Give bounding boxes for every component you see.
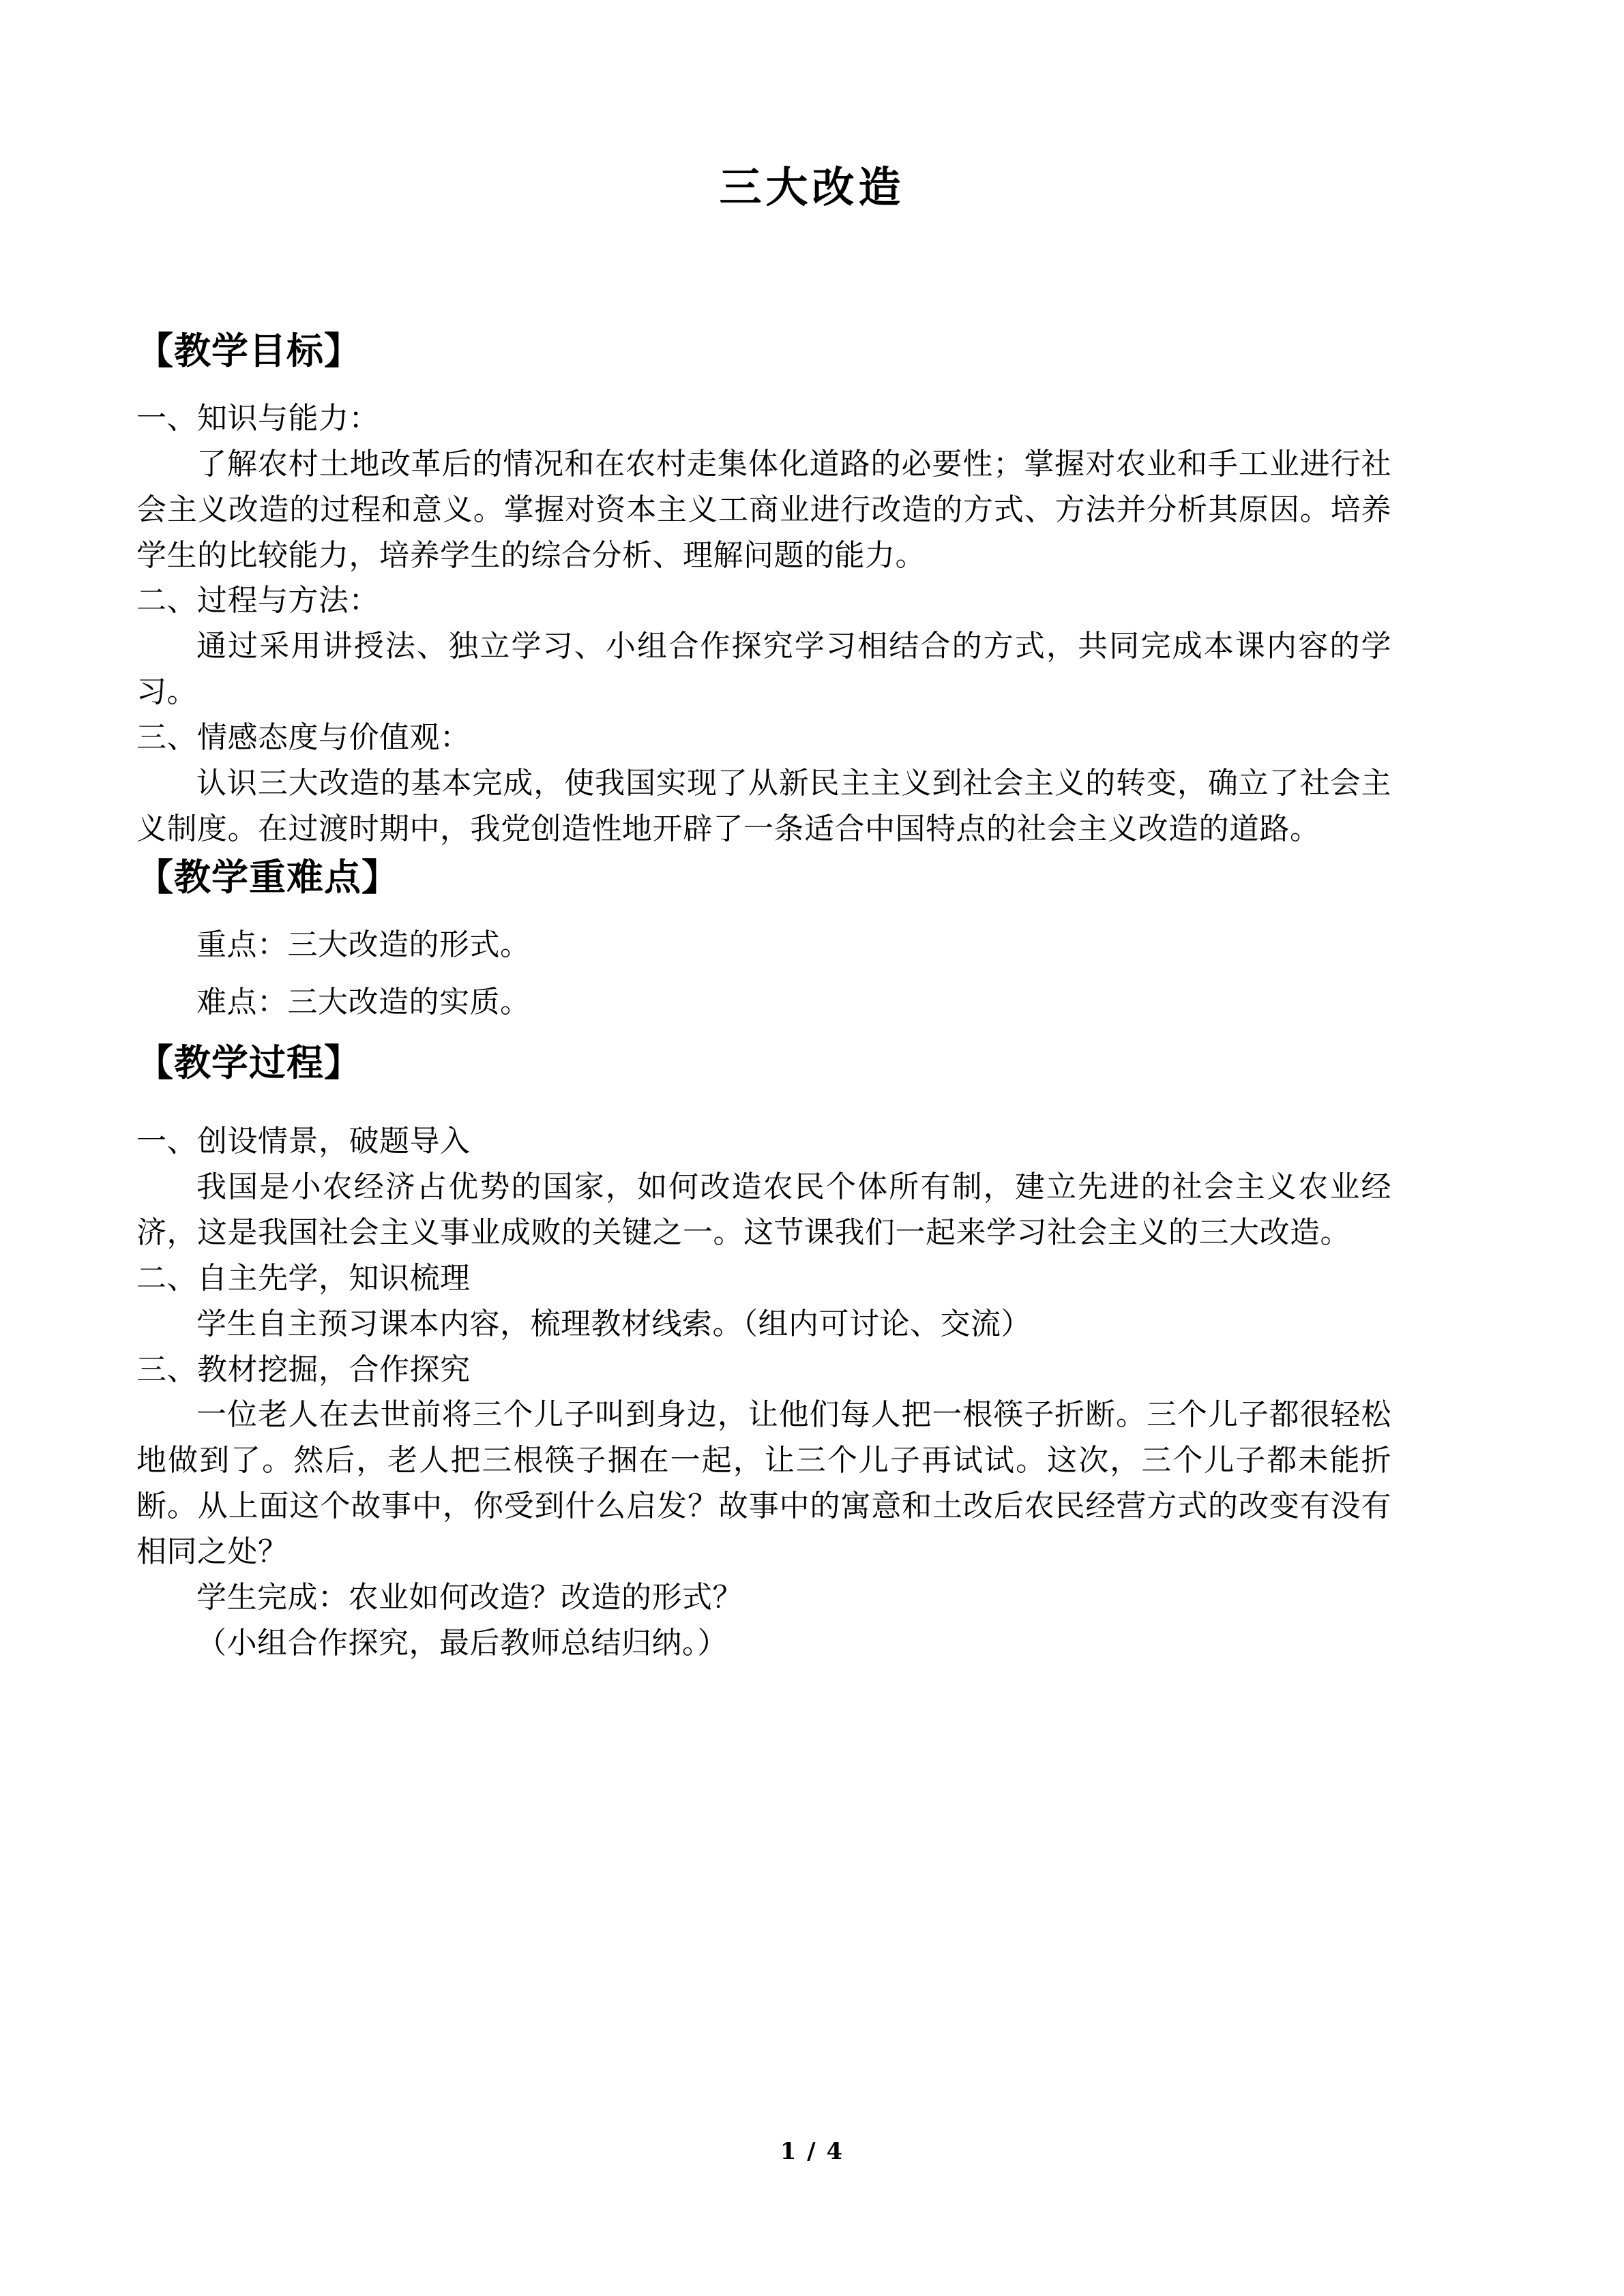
subheading-process-method: 二、过程与方法： <box>136 583 379 618</box>
paragraph-difficult-point: 难点：三大改造的实质。 <box>196 985 531 1020</box>
subheading-step-two: 二、自主先学，知识梳理 <box>136 1260 471 1296</box>
paragraph-step-one: 我国是小农经济占优势的国家，如何改造农民个体所有制，建立先进的社会主义农业经济，这是我国社会主义事业成败的关键之一。这节课我们一起来学习社会主义的三大改造。 <box>136 1169 1391 1250</box>
subheading-knowledge-ability: 一、知识与能力： <box>136 400 379 436</box>
paragraph-knowledge-ability: 了解农村土地改革后的情况和在农村走集体化道路的必要性；掌握对农业和手工业进行社会主义改造的过程和意义。掌握对资本主义工商业进行改造的方式、方法并分析其原因。培养学生的比较能力，培养学生的综合分析、理解问题的能力。 <box>136 446 1391 573</box>
page-footer: 1 / 4 <box>780 2138 844 2165</box>
spacer <box>136 1026 1391 1038</box>
paragraph-step-two: 学生自主预习课本内容，梳理教材线索。（组内可讨论、交流） <box>196 1306 1031 1341</box>
heading-teaching-process: 【教学过程】 <box>136 1041 361 1085</box>
paragraph-step-three-task: 学生完成：农业如何改造？改造的形式？ <box>196 1579 743 1615</box>
subheading-step-one: 一、创设情景，破题导入 <box>136 1124 471 1159</box>
spacer <box>136 1088 1391 1119</box>
subheading-step-three: 三、教材挖掘，合作探究 <box>136 1352 471 1387</box>
paragraph-focus-point: 重点：三大改造的形式。 <box>196 927 531 962</box>
spacer <box>136 968 1391 980</box>
paragraph-step-three-note: （小组合作探究，最后教师总结归纳。） <box>196 1625 728 1660</box>
heading-teaching-objectives: 【教学目标】 <box>136 329 361 372</box>
spacer <box>136 902 1391 923</box>
spacer <box>136 376 1391 396</box>
subheading-attitude-values: 三、情感态度与价值观： <box>136 720 471 756</box>
paragraph-process-method: 通过采用讲授法、独立学习、小组合作探究学习相结合的方式，共同完成本课内容的学习。 <box>136 629 1391 710</box>
spacer <box>136 237 1391 326</box>
paragraph-attitude-values: 认识三大改造的基本完成，使我国实现了从新民主主义到社会主义的转变，确立了社会主义制度。在过渡时期中，我党创造性地开辟了一条适合中国特点的社会主义改造的道路。 <box>136 765 1391 846</box>
paragraph-step-three-story: 一位老人在去世前将三个儿子叫到身边，让他们每人把一根筷子折断。三个儿子都很轻松地做到了。然后，老人把三根筷子捆在一起，让三个儿子再试试。这次，三个儿子都未能折断。从上面这个故事中，你受到什么启发？故事中的寓意和土改后农民经营方式的改变有没有相同之处？ <box>136 1397 1391 1570</box>
document-body <box>136 162 1391 1667</box>
page-title: 三大改造 <box>719 162 905 212</box>
heading-key-difficult-points: 【教学重难点】 <box>136 854 399 899</box>
